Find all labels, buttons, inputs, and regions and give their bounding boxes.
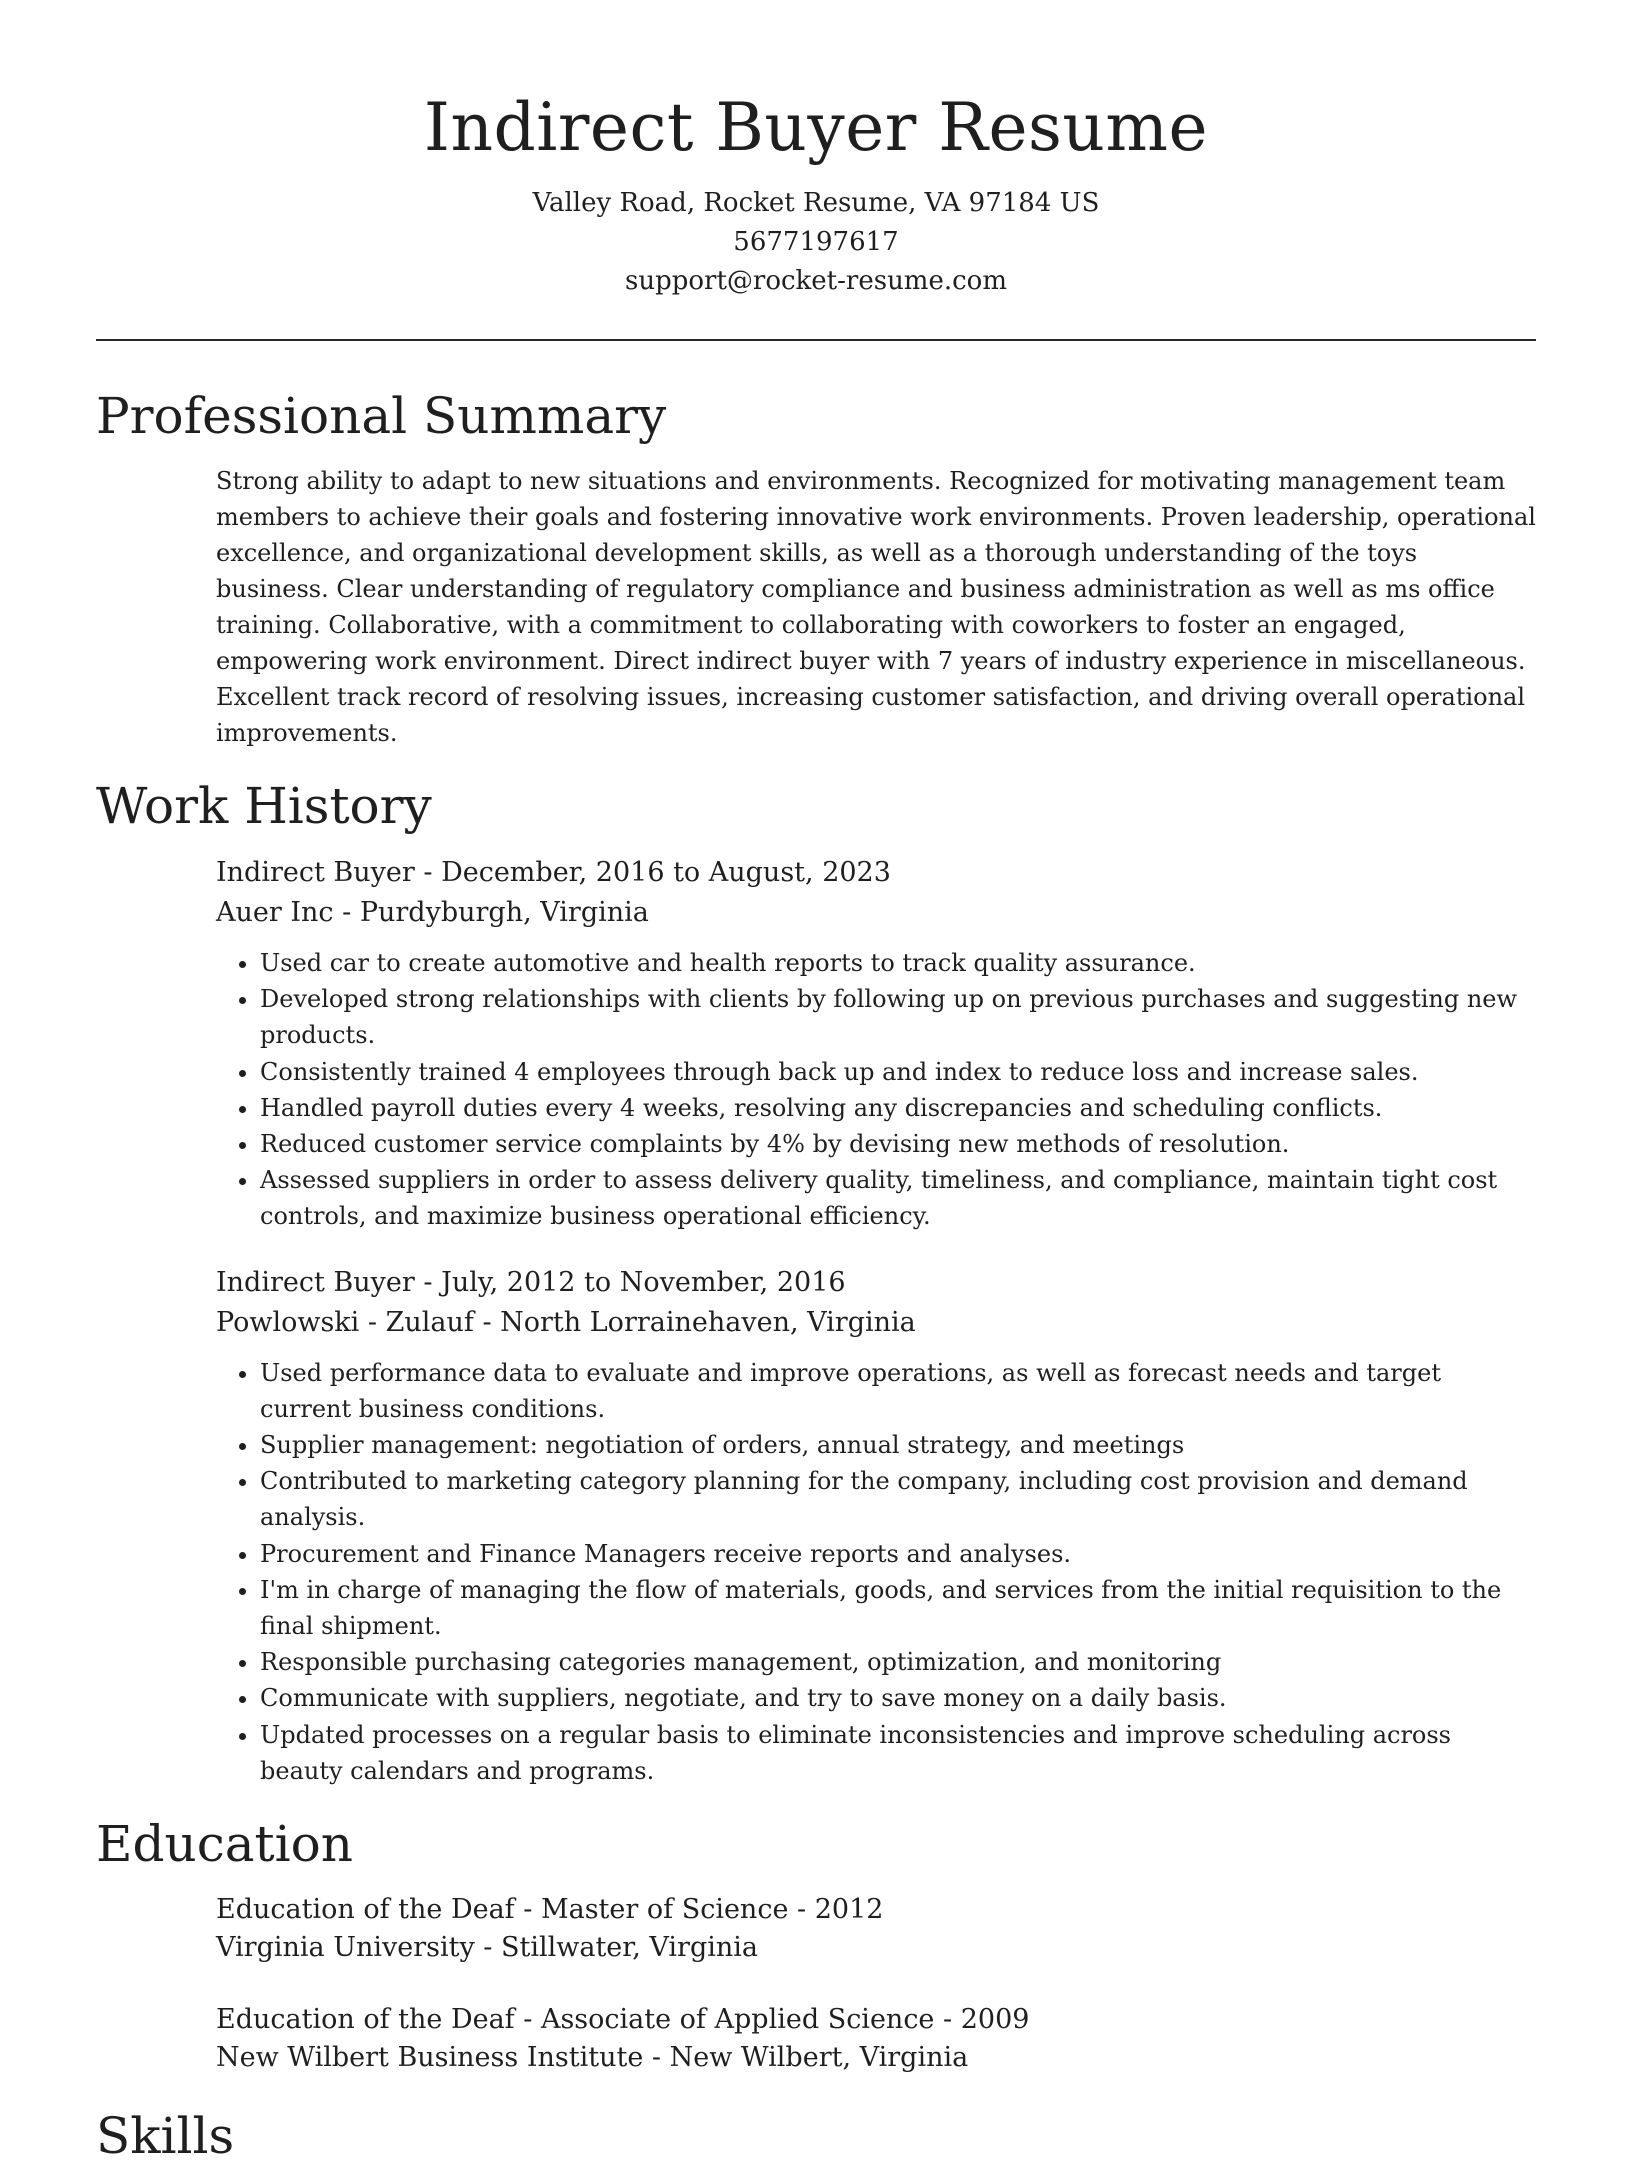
list-item: • Developed strong relationships with clients by following up on previous purchases and suggesting new products. (260, 981, 1536, 1053)
resume-title: Indirect Buyer Resume (423, 89, 1209, 166)
list-item: • Responsible purchasing categories management, optimization, and monitoring (260, 1644, 1536, 1680)
email: support@rocket-resume.com (624, 266, 1007, 296)
header-divider (96, 339, 1536, 341)
job-company-line (216, 1303, 1536, 1343)
school: Virginia University (216, 1932, 475, 1964)
list-item: • Assessed suppliers in order to assess delivery quality, timeliness, and compliance, maintain tight cost controls, and maximize business operational efficiency. (260, 1162, 1536, 1234)
job-title-line (216, 1263, 1536, 1303)
list-item: • Updated processes on a regular basis to eliminate inconsistencies and improve scheduling across beauty calendars and programs. (260, 1717, 1536, 1789)
summary-text: Strong ability to adapt to new situations and environments. Recognized for motivating management team members to achieve their goals and fostering innovative work environments. Proven leadership, operational excellence, and organizational development skills, as well as a thorough understanding of the toys business. Clear understanding of regulatory compliance and business administration as well as ms office training. Collaborative, with a commitment to collaborating with coworkers to foster an engaged, empowering work environment. Direct indirect buyer with 7 years of industry experience in miscellaneous. Excellent track record of resolving issues, increasing customer satisfaction, and driving overall operational improvements. (216, 467, 1536, 747)
education-entry (216, 1891, 1536, 1967)
list-item: • I'm in charge of managing the flow of materials, goods, and services from the initial requisition to the final shipment. (260, 1572, 1536, 1644)
school-line (216, 2039, 1536, 2077)
degree: Education of the Deaf - Associate of Applied Science (216, 2004, 935, 2036)
list-item: • Handled payroll duties every 4 weeks, resolving any discrepancies and scheduling conflicts. (260, 1090, 1536, 1126)
address: Valley Road, Rocket Resume, VA 97184 US (532, 188, 1100, 218)
job-dates: - December, 2016 to August, 2023 (414, 857, 891, 888)
job-title-line (216, 853, 1536, 893)
list-item: • Procurement and Finance Managers receive reports and analyses. (260, 1536, 1536, 1572)
work-history-heading: Work History (96, 777, 432, 835)
list-item: • Supplier management: negotiation of orders, annual strategy, and meetings (260, 1427, 1536, 1463)
job-role: Indirect Buyer (216, 1266, 415, 1298)
school: New Wilbert Business Institute (216, 2042, 644, 2074)
school-location: - New Wilbert, Virginia (643, 2042, 969, 2074)
list-item: • Consistently trained 4 employees through back up and index to reduce loss and increase sales. (260, 1054, 1536, 1090)
job-location: - Purdyburgh, Virginia (333, 897, 649, 928)
school-line (216, 1929, 1536, 1967)
list-item: • Contributed to marketing category planning for the company, including cost provision and demand analysis. (260, 1463, 1536, 1535)
list-item: • Used performance data to evaluate and improve operations, as well as forecast needs and target current business conditions. (260, 1355, 1536, 1427)
job-dates: - July, 2012 to November, 2016 (414, 1266, 846, 1298)
education-entry (216, 2001, 1536, 2077)
job-role: Indirect Buyer (216, 857, 415, 888)
degree-line (216, 2001, 1536, 2039)
degree: Education of the Deaf - Master of Science (216, 1894, 789, 1926)
degree-line (216, 1891, 1536, 1929)
skills-heading: Skills (96, 2107, 235, 2166)
contact-info (96, 184, 1536, 301)
degree-year: - 2009 (934, 2004, 1030, 2036)
list-item: • Used car to create automotive and health reports to track quality assurance. (260, 945, 1536, 981)
phone: 5677197617 (733, 227, 899, 257)
education-heading: Education (96, 1815, 353, 1874)
job-company: Auer Inc (216, 897, 334, 928)
job-entry (216, 853, 1536, 1235)
job-company: Powlowski - Zulauf (216, 1306, 474, 1338)
job-location: - North Lorrainehaven, Virginia (473, 1306, 916, 1338)
list-item: • Communicate with suppliers, negotiate, and try to save money on a daily basis. (260, 1680, 1536, 1716)
job-entry (216, 1263, 1536, 1789)
resume-page (96, 0, 1536, 2171)
resume-header (96, 0, 1536, 301)
job-bullets (216, 945, 1536, 1235)
list-item: • Reduced customer service complaints by 4% by devising new methods of resolution. (260, 1126, 1536, 1162)
degree-year: - 2012 (788, 1894, 884, 1926)
job-bullets (216, 1355, 1536, 1789)
school-location: - Stillwater, Virginia (474, 1932, 758, 1964)
job-company-line (216, 893, 1536, 933)
summary-heading: Professional Summary (96, 387, 667, 445)
